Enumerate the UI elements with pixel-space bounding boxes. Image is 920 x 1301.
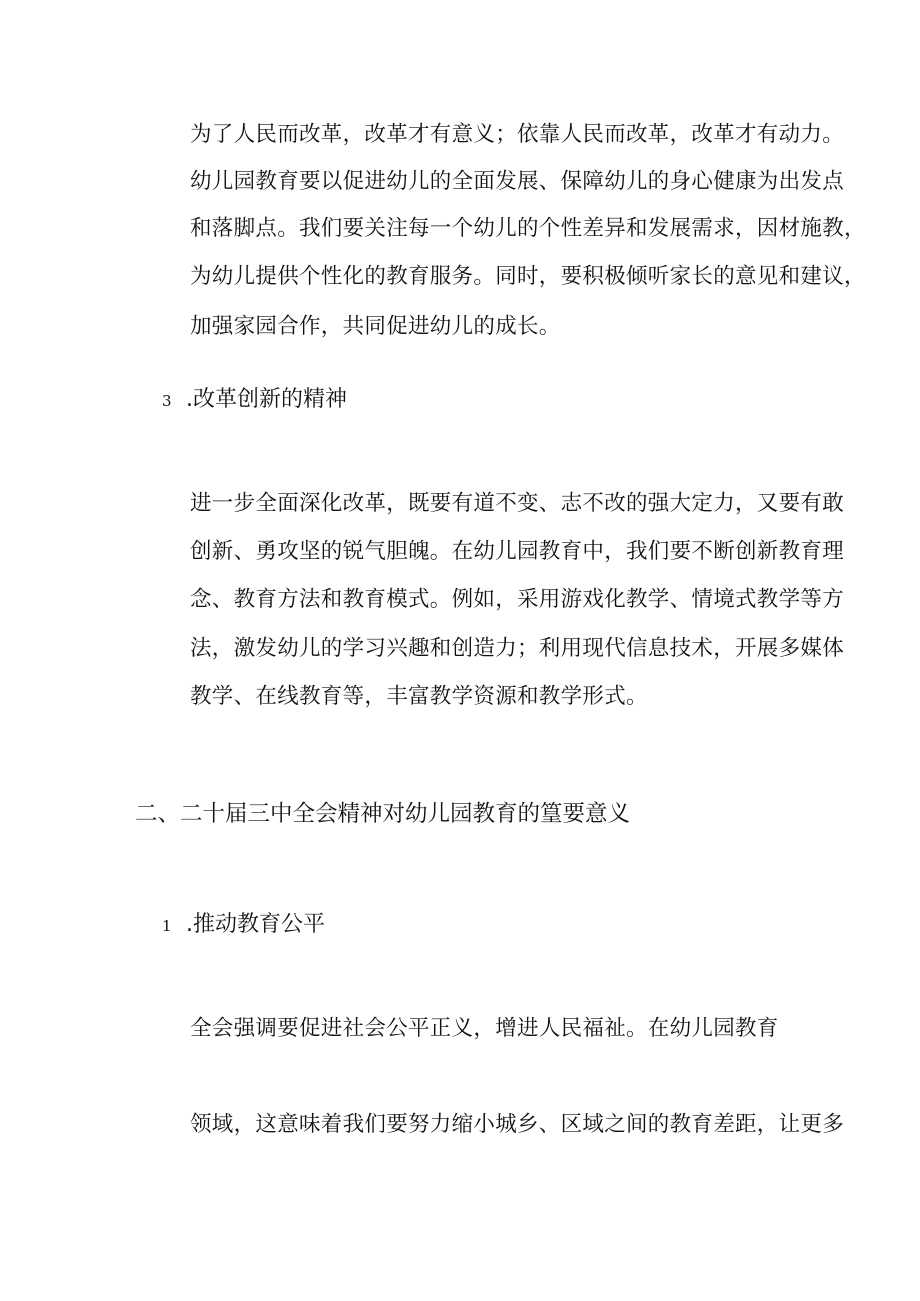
subsection-number: 1	[162, 917, 172, 935]
paragraph-line: 法，激发幼儿的学习兴趣和创造力；利用现代信息技术，开展多媒体	[190, 636, 845, 661]
subsection-heading	[162, 910, 325, 941]
paragraph-line: 全会强调要促进社会公平正义，增进人民福祉。在幼儿园教育	[190, 1016, 779, 1041]
paragraph-line: 念、教育方法和教育模式。例如，采用游戏化教学、情境式教学等方	[190, 587, 845, 612]
paragraph-line: 为幼儿提供个性化的教育服务。同时，要积极倾听家长的意见和建议，	[190, 264, 866, 289]
section-heading: 二、二十届三中全会精神对幼儿园教育的篁要意义	[135, 801, 631, 827]
subsection-heading	[162, 385, 347, 416]
subsection-number: 3	[162, 392, 172, 410]
subsection-title: .改革创新的精神	[186, 387, 347, 412]
paragraph-line: 为了人民而改革，改革才有意义；依靠人民而改革，改革才有动力。	[190, 122, 845, 147]
paragraph-line: 教学、在线教育等，丰富教学资源和教学形式。	[190, 684, 648, 709]
paragraph-line: 进一步全面深化改革，既要有道不变、志不改的强大定力，又要有敢	[190, 491, 845, 516]
paragraph-line: 创新、勇攻坚的锐气胆魄。在幼儿园教育中，我们要不断创新教育理	[190, 539, 845, 564]
paragraph-line: 幼儿园教育要以促进幼儿的全面发展、保障幼儿的身心健康为出发点	[190, 169, 845, 194]
subsection-title: .推动教育公平	[186, 912, 325, 937]
paragraph-line: 加强家园合作，共同促进幼儿的成长。	[190, 314, 561, 339]
paragraph-line: 和落脚点。我们要关注每一个幼儿的个性差异和发展需求，因材施教，	[190, 216, 866, 241]
paragraph-line: 领域，这意味着我们要努力缩小城乡、区域之间的教育差距，让更多	[190, 1112, 845, 1137]
